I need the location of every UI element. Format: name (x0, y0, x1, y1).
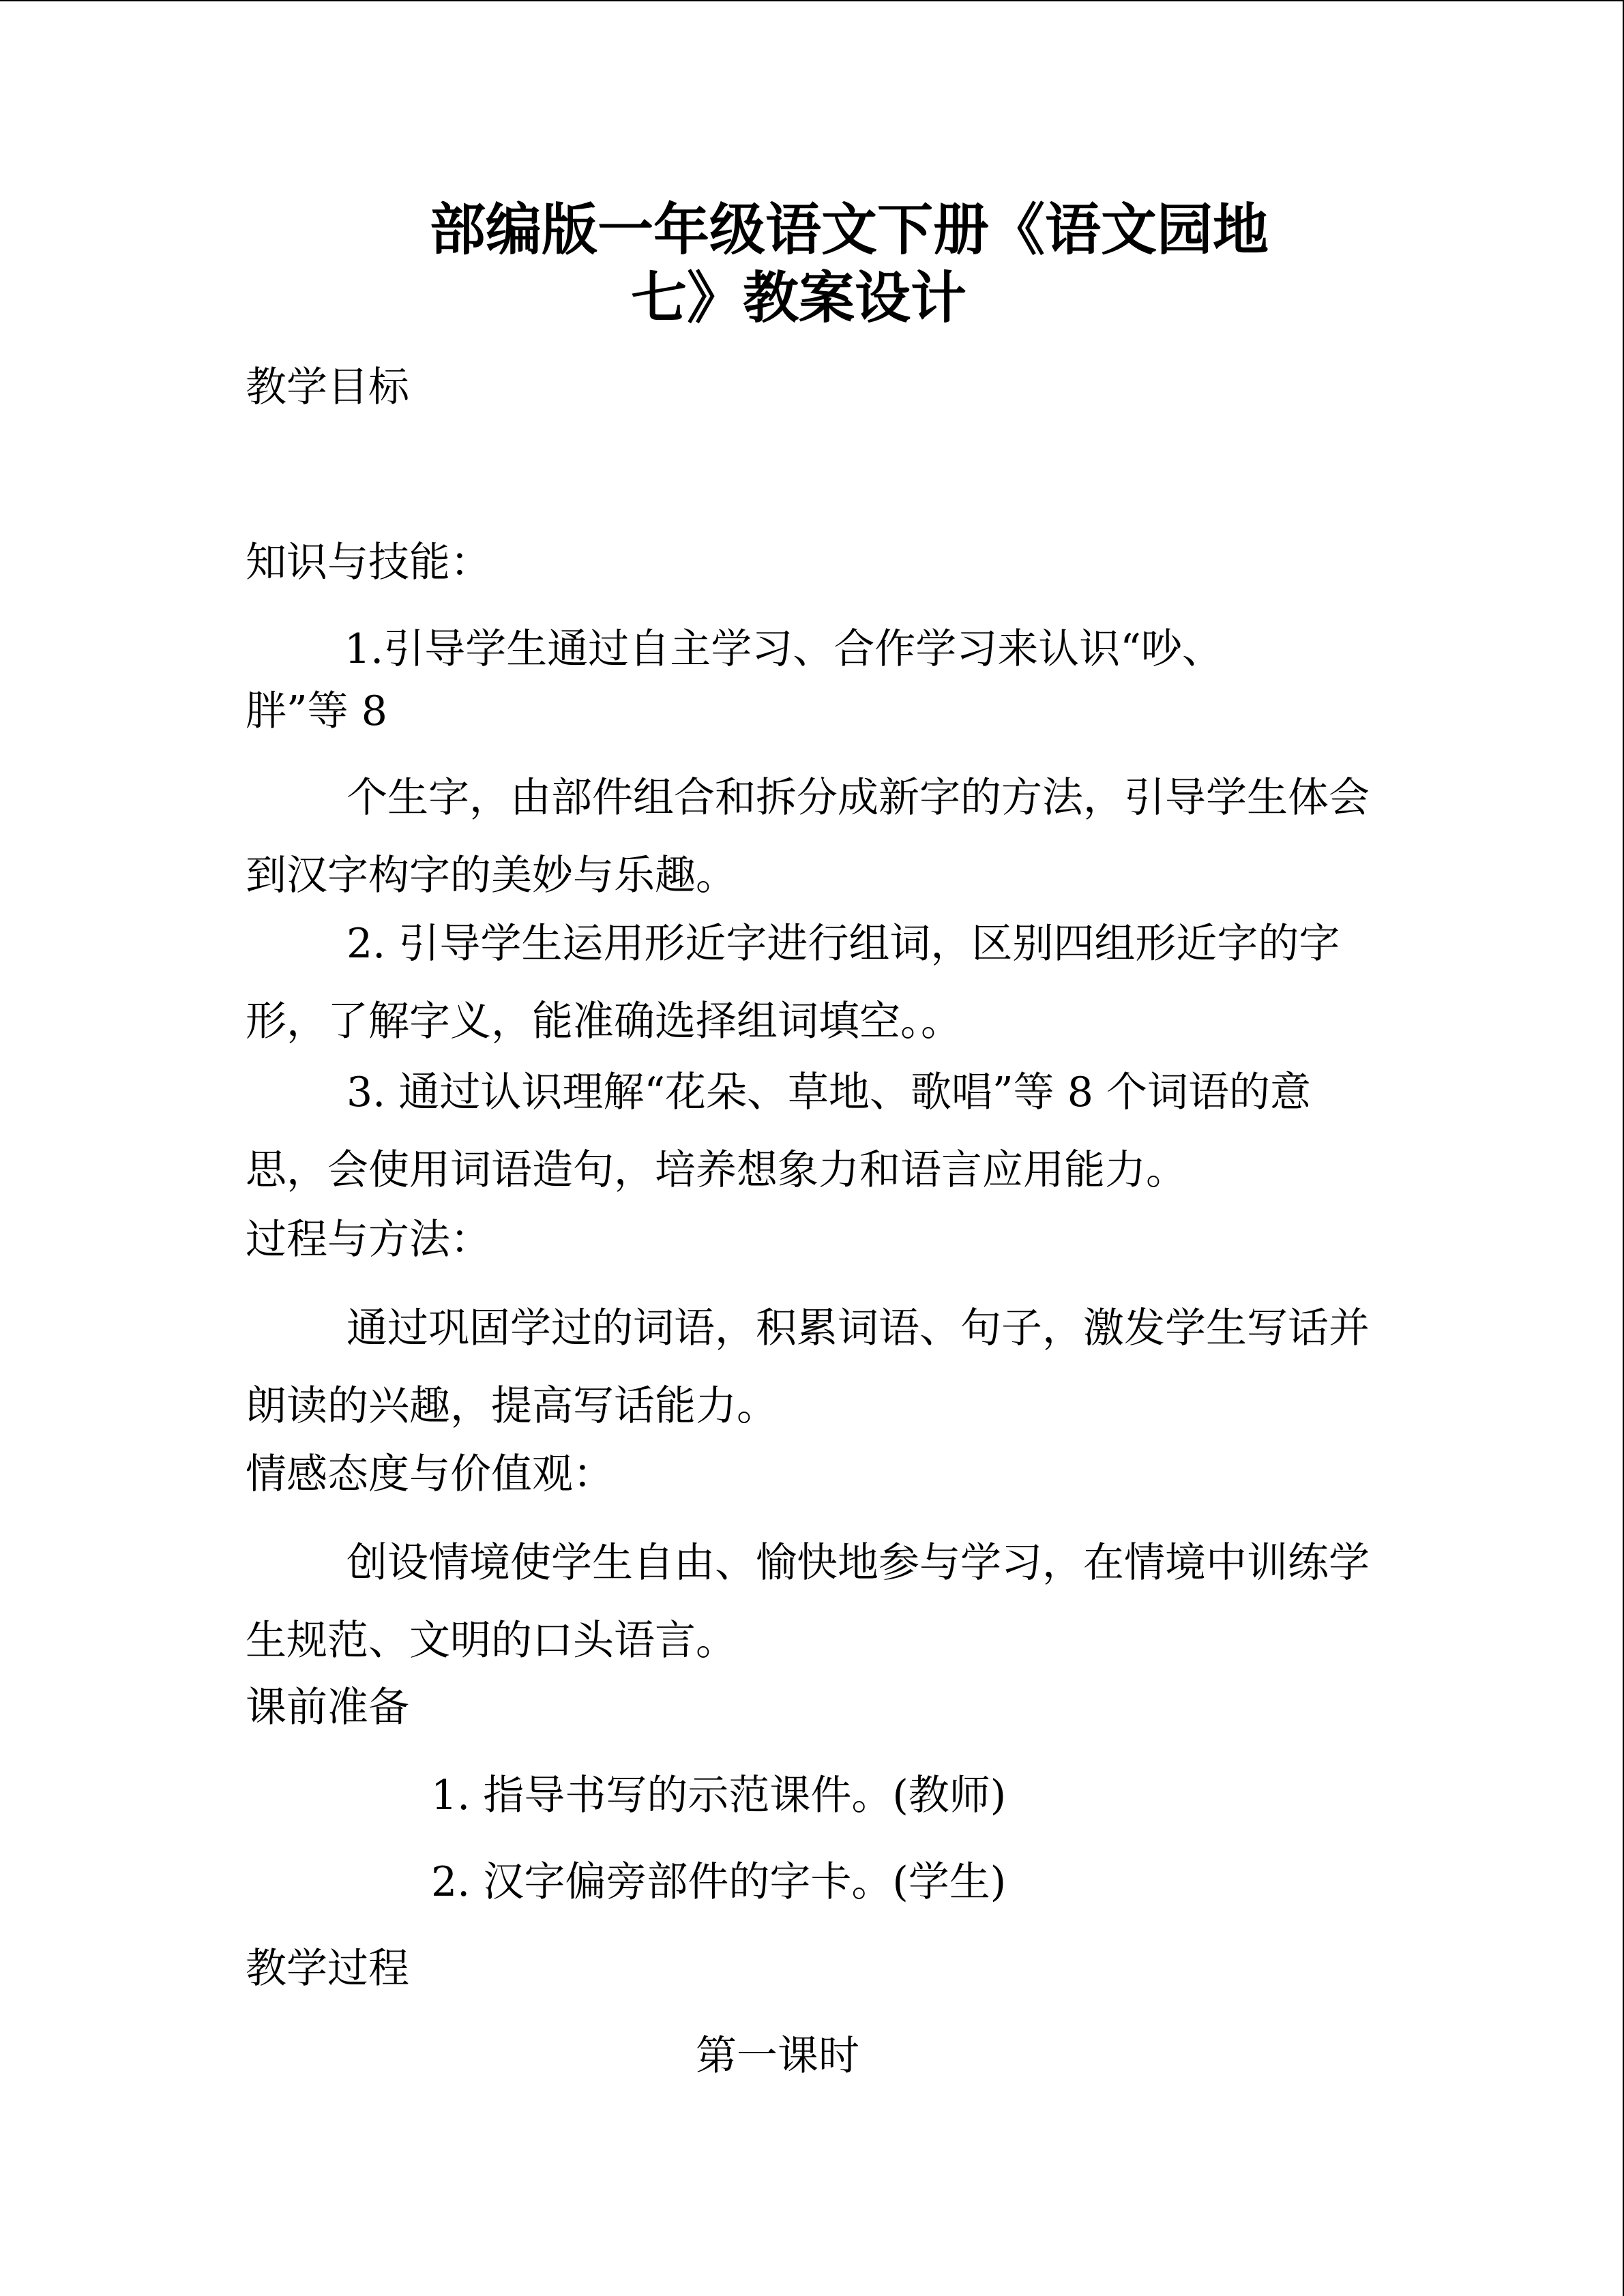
heading-emotion-values: 情感态度与价值观： (246, 1450, 614, 1498)
knowledge-item3: 3. 通过认识理解“花朵、草地、歌唱”等 8 个词语的意思，会使用词语造句，培养想象力和语言应用能力。 (246, 1069, 1311, 1194)
preparation-item-2: 2. 汉字偏旁部件的字卡。(学生) (431, 1858, 1007, 1906)
knowledge-item1-line1: 1.引导学生通过自主学习、合作学习来认识“吵、 (344, 625, 1223, 673)
document-title-line2: 七》教案设计 (631, 266, 967, 331)
document-title-line1: 部编版一年级语文下册《语文园地 (430, 198, 1269, 263)
heading-process-methods: 过程与方法： (246, 1216, 491, 1264)
process-methods-text: 通过巩固学过的词语，积累词语、句子，激发学生写话并朗读的兴趣，提高写话能力。 (246, 1304, 1370, 1430)
knowledge-item1-continued: 个生字，由部件组合和拆分成新字的方法，引导学生体会到汉字构字的美妙与乐趣。 (246, 774, 1370, 899)
emotion-values-text: 创设情境使学生自由、愉快地参与学习，在情境中训练学生规范、文明的口头语言。 (246, 1539, 1370, 1665)
heading-knowledge-skills: 知识与技能： (246, 539, 491, 586)
knowledge-item2: 2. 引导学生运用形近字进行组词，区别四组形近字的字形，了解字义，能准确选择组词填空。。 (246, 920, 1340, 1045)
heading-teaching-process: 教学过程 (246, 1945, 409, 1993)
heading-first-lesson: 第一课时 (696, 2032, 859, 2080)
preparation-item-1: 1. 指导书写的示范课件。(教师) (431, 1772, 1007, 1819)
heading-objectives: 教学目标 (246, 363, 409, 411)
knowledge-item1-line2: 胖”等 8 (246, 687, 387, 735)
heading-preparation: 课前准备 (246, 1684, 409, 1731)
